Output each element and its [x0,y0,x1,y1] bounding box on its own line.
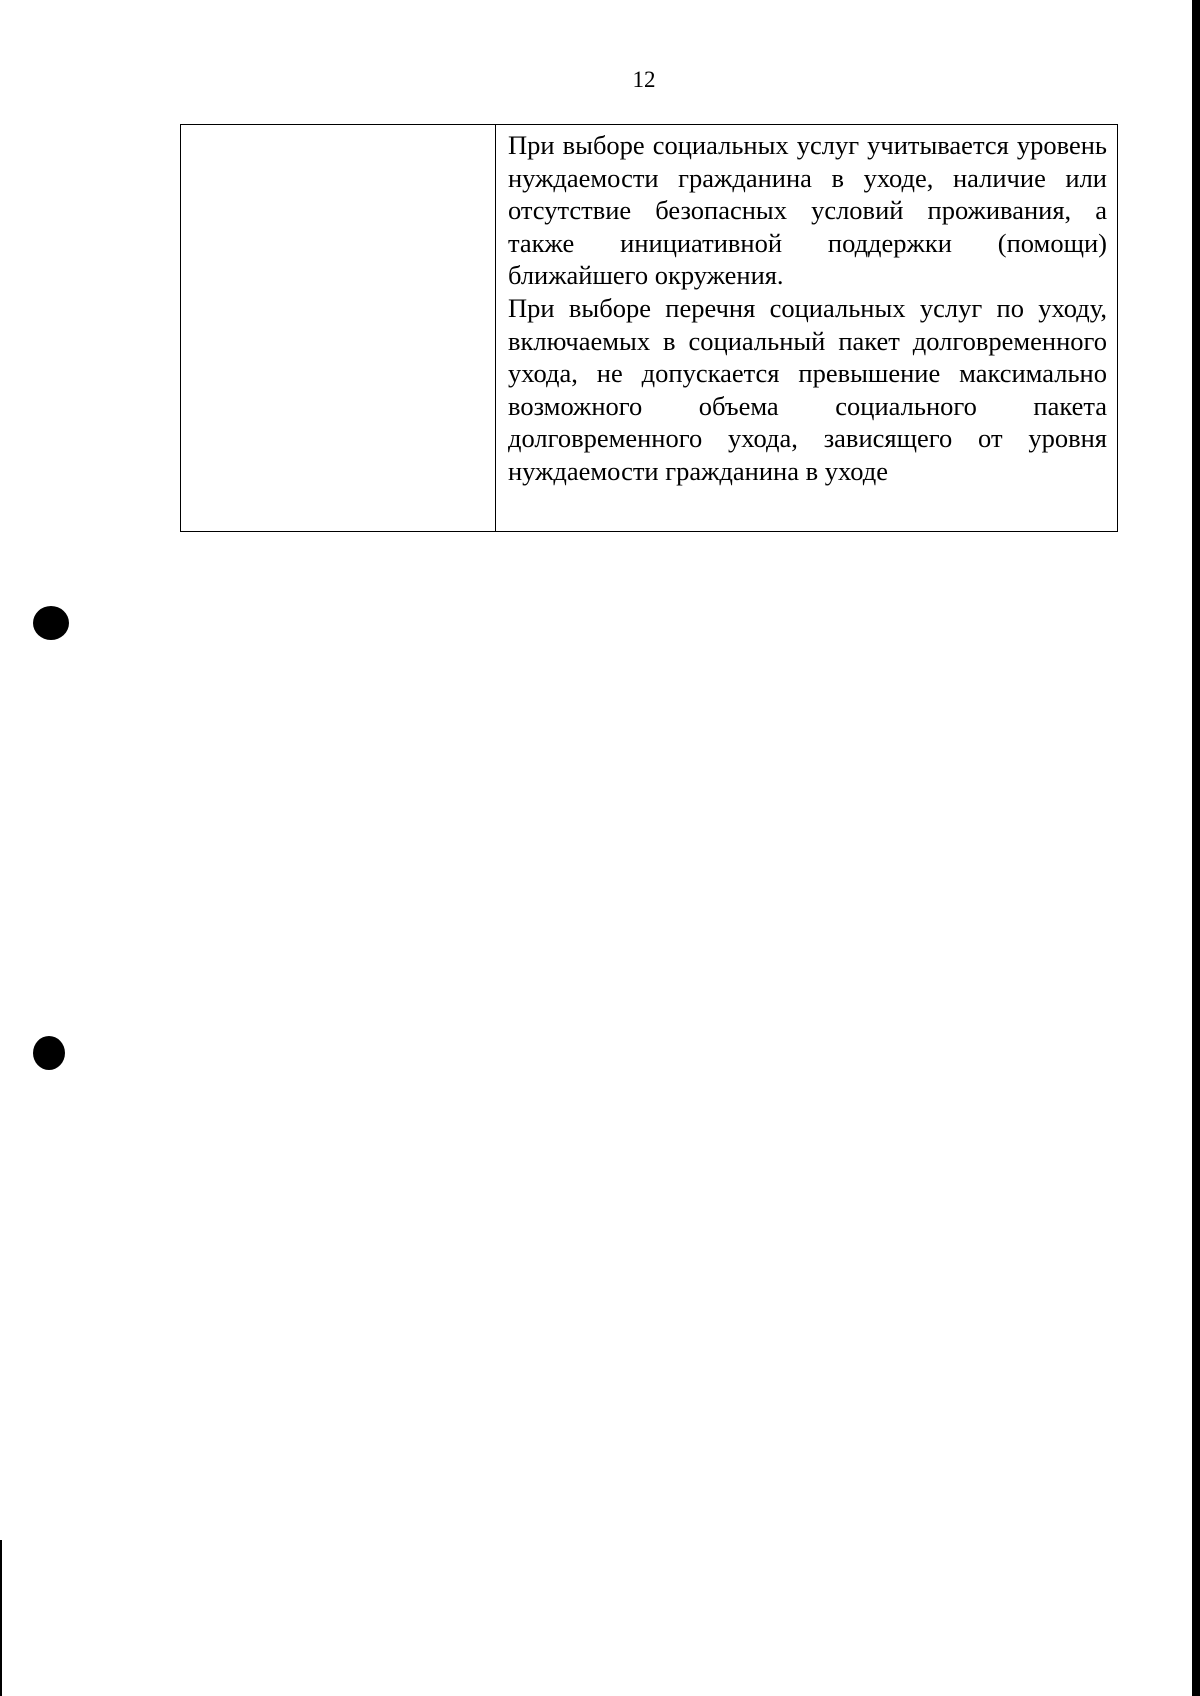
paragraph-package-limit: При выборе перечня социальных услуг по уходу, включаемых в социальный пакет долговременного ухода, не допускается превышение максимально возможного объема социального пакета долговременного ухода, зависящего от уровня нуждаемости гражданина в уходе [508,292,1107,486]
punch-hole-bottom [33,1036,65,1070]
document-table [180,124,1118,532]
table-cell-left [181,125,496,532]
punch-hole-top [33,606,69,640]
paragraph-selection-criteria: При выборе социальных услуг учитывается уровень нуждаемости гражданина в уходе, наличие или отсутствие безопасных условий проживания, а также инициативной поддержки (помощи) ближайшего окружения. [508,130,1107,291]
cell-text-block [496,125,1117,488]
table-cell-right [496,125,1118,532]
table-row [181,125,1118,532]
scan-edge-left [0,1540,2,1696]
page-number: 12 [632,67,656,92]
scan-edge-right [1192,0,1200,1696]
